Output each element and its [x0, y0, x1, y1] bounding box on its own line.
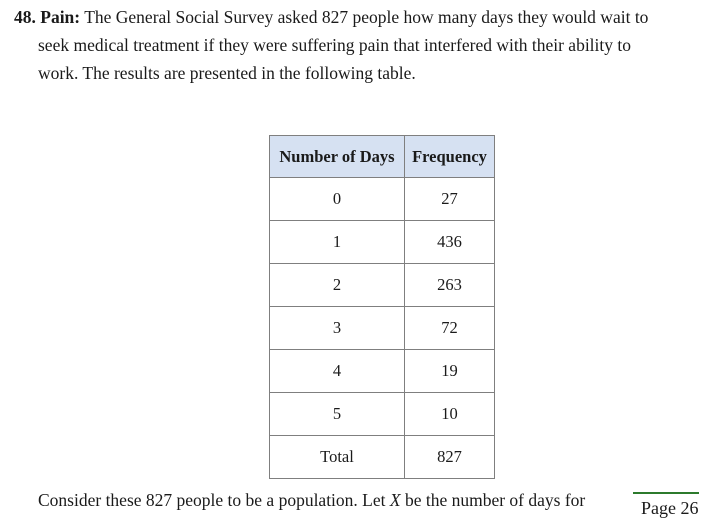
table-row [270, 350, 495, 393]
table-header-row [270, 136, 495, 178]
total-frequency-cell: 827 [405, 436, 495, 479]
continuation-text [38, 486, 585, 514]
problem-line-3: work. The results are presented in the following table. [38, 63, 416, 83]
continuation-text-after: be the number of days for [400, 490, 586, 510]
frequency-cell: 436 [405, 221, 495, 264]
table-row [270, 307, 495, 350]
problem-48 [14, 3, 704, 87]
header-number-of-days: Number of Days [270, 136, 405, 178]
table-total-row [270, 436, 495, 479]
frequency-table [269, 135, 495, 479]
days-cell: 5 [270, 393, 405, 436]
days-cell: 2 [270, 264, 405, 307]
problem-line-1-text: The General Social Survey asked 827 people how many days they would wait to [84, 7, 649, 27]
problem-heading: Pain: [40, 7, 81, 27]
problem-text [14, 3, 704, 87]
frequency-cell: 72 [405, 307, 495, 350]
continuation-text-before: Consider these 827 people to be a population. Let [38, 490, 390, 510]
total-label-cell: Total [270, 436, 405, 479]
frequency-cell: 263 [405, 264, 495, 307]
table-row [270, 178, 495, 221]
random-variable-x: X [389, 490, 401, 510]
page-number-label: Page 26 [633, 492, 699, 520]
days-cell: 0 [270, 178, 405, 221]
days-cell: 4 [270, 350, 405, 393]
days-cell: 3 [270, 307, 405, 350]
table-row [270, 264, 495, 307]
frequency-cell: 10 [405, 393, 495, 436]
problem-line-1 [14, 3, 704, 31]
table-row [270, 221, 495, 264]
header-frequency: Frequency [405, 136, 495, 178]
table-row [270, 393, 495, 436]
problem-line-2: seek medical treatment if they were suffering pain that interfered with their ability to [38, 35, 632, 55]
problem-number: 48. [14, 7, 36, 27]
days-cell: 1 [270, 221, 405, 264]
frequency-cell: 27 [405, 178, 495, 221]
frequency-cell: 19 [405, 350, 495, 393]
